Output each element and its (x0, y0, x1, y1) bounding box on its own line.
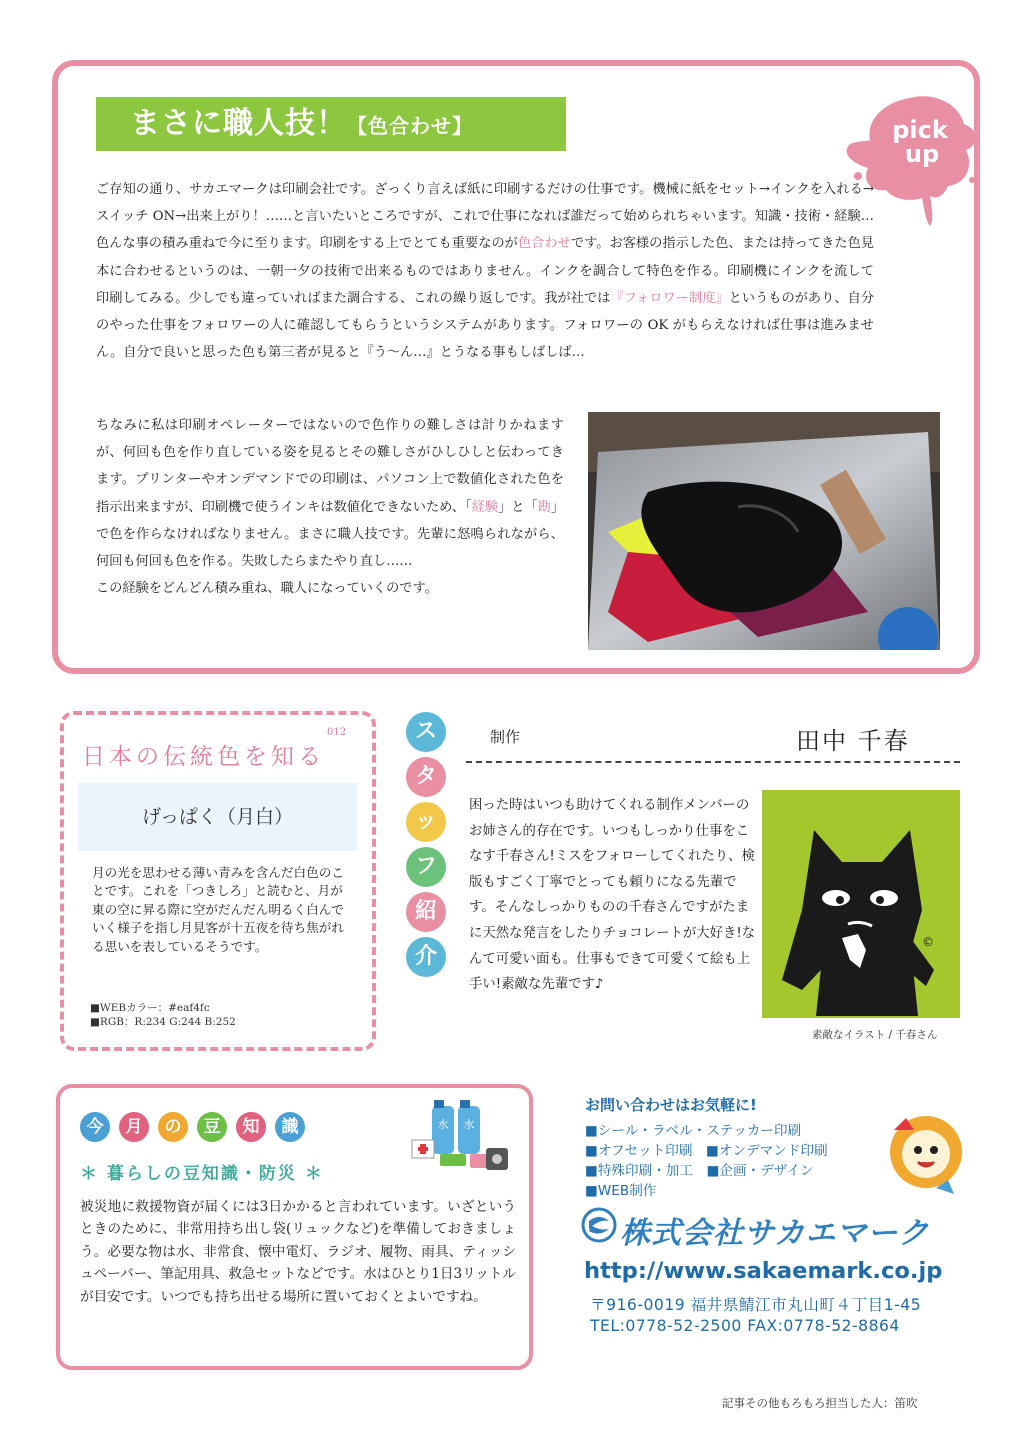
color-description: 月の光を思わせる薄い青みを含んだ白色のことです。これを「つきしろ」と読むと、月が東の空に昇る際に空がだんだん明るく白んでいく様子を指し月見客が十五夜を待ち焦がれる思いを表しているそうです。 (92, 865, 344, 954)
color-number: 012 (327, 727, 347, 738)
staff-title-char: ッ (406, 802, 446, 842)
staff-role: 制作 (490, 728, 521, 746)
mascot-lion-icon (884, 1108, 968, 1198)
tips-title-char: 月 (119, 1112, 149, 1142)
color-name: げっぱく（月白） (141, 806, 294, 828)
contact-heading: お問い合わせはお気軽に! (585, 1096, 757, 1114)
rgb-values: ■RGB：R:234 G:244 B:252 (90, 1016, 236, 1028)
staff-title-char: 介 (406, 937, 446, 977)
paragraph-text: です。お客様の指示した色、または持ってきた色見本に合わせるというのは、一朝一夕の技術で出来るものではありません。インクを調合して特色を作る。印刷機にインクを流して印刷してみる。少しでも違っていればまた調合する、これの繰り返しです。我が社では (96, 236, 874, 306)
emergency-supplies-icon (410, 1098, 510, 1178)
service-line: ■オフセット印刷 ■オンデマンド印刷 (585, 1143, 828, 1159)
staff-title-char: 紹 (406, 892, 446, 932)
company-logo-icon (581, 1207, 617, 1243)
color-values (90, 1001, 236, 1029)
highlight-text: 『フォロワー制度』 (610, 290, 729, 306)
traditional-color-heading: 日本の伝統色を知る (82, 744, 325, 770)
staff-title-char: フ (406, 847, 446, 887)
company-url[interactable]: http://www.sakaemark.co.jp (584, 1258, 943, 1284)
staff-title-char: タ (406, 757, 446, 797)
staff-vertical-title (403, 712, 449, 982)
company-name: 株式会社サカエマーク (620, 1216, 930, 1251)
staff-divider (466, 761, 960, 763)
bottle-label: 水 (463, 1118, 475, 1131)
tips-title-char: 豆 (197, 1112, 227, 1142)
paragraph-text: この経験をどんどん積み重ね、職人になっていくのです。 (96, 581, 438, 597)
black-cat-illustration (762, 790, 960, 1018)
article-credit: 記事その他もろもろ担当した人：笛吹 (722, 1396, 918, 1410)
staff-intro: 困った時はいつも助けてくれる制作メンバーのお姉さん的存在です。いつもしっかり仕事をこなす千春さん!ミスをフォローしてくれたり、検版もすごく丁寧でとっても頼りになる先輩です。そんなしっかりものの千春さんですがたまに天然な発言をしたりチョコレートが大好き!なんて可愛い面も。仕事もできて可愛くて絵も上手い!素敵な先輩です♪ (469, 798, 756, 993)
tips-title-char: 今 (80, 1112, 110, 1142)
paragraph-text: というものがあり、自分のやった仕事をフォロワーの人に確認してもらうというシステムがあります。フォロワーの OK がもらえなければ仕事は進みません。自分で良いと思った色も第三者が見ると『う～ん…』とうなる事もしばしば… (96, 290, 874, 361)
bottle-label: 水 (437, 1118, 449, 1131)
tips-subtitle: ＊ 暮らしの豆知識・防災 ＊ (80, 1164, 324, 1184)
highlight-text: 色合わせ (517, 236, 571, 252)
service-line: ■WEB制作 (585, 1183, 657, 1199)
highlight-text: 経験 (471, 499, 499, 515)
company-address: 〒916-0019 福井県鯖江市丸山町４丁目1-45 (590, 1296, 922, 1314)
color-swatch (78, 783, 357, 851)
tips-title (80, 1112, 320, 1146)
paragraph-text: 」で色を作らなければなりません。まさに職人技です。先輩に怒鳴られながら、何回も何回も色を作る。失敗したらまたやり直し…… (96, 499, 565, 570)
feature-title-sub: 【色合わせ】 (347, 114, 473, 138)
paragraph-text: 」と「 (498, 499, 538, 515)
staff-illustration (762, 790, 960, 1018)
paragraph-text: ちなみに私は印刷オペレーターではないので色作りの難しさは計りかねますが、何回も色を作り直している姿を見るとその難しさがひしひしと伝わってきます。プリンターやオンデマンドでの印刷は、パソコン上で数値化された色を指示出来ますが、印刷機で使うインキは数値化できないため、「 (96, 418, 564, 515)
feature-paragraph-2 (96, 412, 564, 602)
feature-paragraph-1 (96, 176, 874, 366)
staff-title-char: ス (406, 712, 446, 752)
web-color: ■WEBカラー：#eaf4fc (90, 1002, 210, 1014)
pickup-line1: pick (892, 116, 948, 144)
illustration-caption: 素敵なイラスト / 千春さん (812, 1029, 938, 1041)
paragraph-text: ご存知の通り、サカエマークは印刷会社です。ざっくり言えば紙に印刷するだけの仕事です。機械に紙をセット→インクを入れる→スイッチ ON→出来上がり！……と言いたいところですが、これで仕事になれば誰だって始められちゃいます。知識・技術・経験…色んな事の積み重ねで今に至ります。印刷をする上でとても重要なのが (96, 182, 874, 252)
highlight-text: 勘 (537, 499, 551, 515)
pickup-line2: up (904, 140, 940, 168)
tips-text: 被災地に救援物資が届くには3日かかると言われています。いざというときのために、非常用持ち出し袋(リュックなど)を準備しておきましょう。必要な物は水、非常食、懐中電灯、ラジオ、履物、雨具、ティッシュペーパー、筆記用具、救急セットなどです。水はひとり1日3リットルが目安です。いつでも持ち出せる場所に置いておくとよいですね。 (80, 1199, 516, 1305)
copyright-mark: © (922, 935, 934, 949)
tips-title-char: 知 (236, 1112, 266, 1142)
service-line: ■シール・ラベル・ステッカー印刷 (585, 1123, 802, 1139)
service-line: ■特殊印刷・加工 ■企画・デザイン (585, 1163, 814, 1179)
tips-title-char: の (158, 1112, 188, 1142)
ink-mixing-photo (588, 412, 940, 650)
feature-title (96, 97, 566, 151)
feature-title-main: まさに職人技！ (130, 106, 347, 141)
company-phone-fax: TEL:0778-52-2500 FAX:0778-52-8864 (590, 1317, 900, 1335)
staff-name: 田中 千春 (796, 727, 910, 755)
tips-title-char: 識 (275, 1112, 305, 1142)
